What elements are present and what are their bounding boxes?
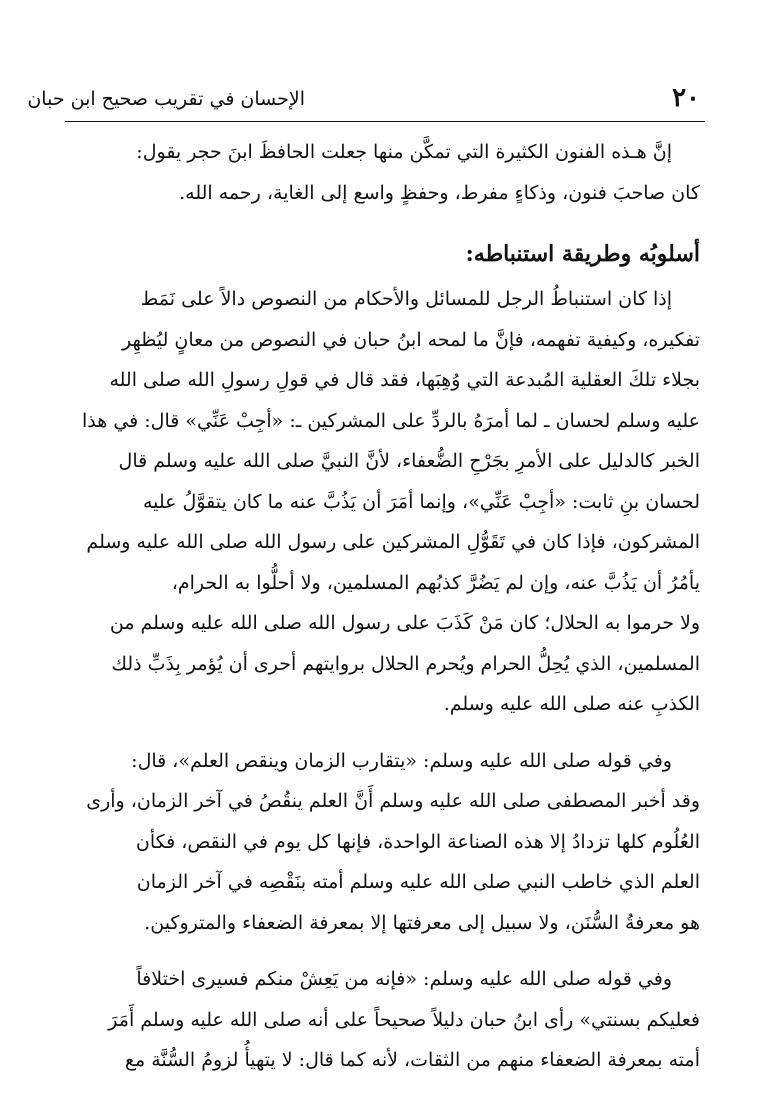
text-line: العلم الذي خاطب النبي صلى الله عليه وسلم أمته بنَقْصِه في آخر الزمان — [136, 871, 700, 893]
text-line: هو معرفةُ السُّنَن، ولا سبيل إلى معرفتها إلا بمعرفة الضعفاء والمتروكين. — [144, 911, 700, 934]
section-paragraph — [65, 741, 700, 944]
spacer — [65, 943, 700, 959]
section-paragraph — [65, 959, 700, 1081]
text-line: الخبر كالدليل على الأمرِ بجَرْحِ الضُّعفاء، لأنَّ النبيَّ صلى الله عليه وسلم قال — [118, 450, 700, 472]
header-divider — [65, 121, 705, 122]
text-line: إنَّ هـذه الفنون الكثيرة التي تمكَّن منها جعلت الحافظَ ابنَ حجر يقول: — [136, 141, 672, 163]
spacer — [65, 725, 700, 741]
text-line: يأمُرُ أن يَذُبَّ عنه، وإن لم يَضُرَّ كذبُهم المسلمين، ولا أحلُّوا به الحرام، — [171, 571, 700, 594]
text-line: المشركون، فإذا كان في تَقَوُّلِ المشركين على رسول الله صلى الله عليه وسلم — [86, 531, 700, 553]
intro-paragraph — [65, 132, 700, 213]
text-line: الكذبِ عنه صلى الله عليه وسلم. — [443, 693, 700, 715]
page-number: ٢٠ — [672, 83, 700, 113]
text-line: إذا كان استنباطُ الرجل للمسائل والأحكام من النصوص دالاً على نَمَط — [140, 288, 672, 310]
text-line: وفي قوله صلى الله عليه وسلم: «يتقارب الزمان وينقص العلم»، قال: — [131, 749, 672, 772]
spacer — [65, 213, 700, 233]
running-title: الإحسان في تقريب صحيح ابن حبان — [27, 88, 305, 110]
text-line: أمته بمعرفة الضعفاء منهم من الثقات، لأنه كما قال: لا يتهيأُ لزومُ السُّنَّة مع — [124, 1049, 700, 1071]
text-line: تفكيره، وكيفية تفهمه، فإنَّ ما لمحه ابنُ حبان في النصوص من معانٍ ليُظهِر — [122, 328, 700, 351]
section-heading: أسلوبُه وطريقة استنباطه: — [465, 241, 700, 267]
text-line: ولا حرموا به الحلال؛ كان مَنْ كَذَبَ على رسول الله صلى الله عليه وسلم من — [109, 612, 700, 634]
text-line: فعليكم بسنتي» رأى ابنُ حبان دليلاً صحيحاً على أنه صلى الله عليه وسلم أَمَرَ — [108, 1008, 700, 1031]
text-line: عليه وسلم لحسان ـ لما أمرَهُ بالردِّ على المشركين ـ: «أجِبْ عَنِّي» قال: في هذا — [82, 409, 700, 432]
text-line: المسلمين، الذي يُحِلُّ الحرام ويُحرم الحلال بروايتهم أحرى أن يُؤمر بِذَبِّ ذلك — [111, 652, 700, 675]
body-text — [65, 132, 700, 1081]
page-header — [27, 82, 700, 118]
text-line: لحسان بنِ ثابت: «أجِبْ عَنِّي»، وإنما أمَرَ أن يَذُبَّ عنه ما كان يتقوَّلُ عليه — [142, 490, 700, 513]
section-paragraph — [65, 279, 700, 725]
text-line: العُلُوم كلها تزدادُ إلا هذه الصناعة الواحدة، فإنها كل يوم في النقص، فكأن — [135, 830, 700, 853]
text-line: وقد أخبر المصطفى صلى الله عليه وسلم أَنَّ العلم ينقُصُ في آخر الزمان، وأرى — [86, 790, 700, 812]
text-line: بجلاء تلكَ العقلية المُبدعة التي وُهِبَها، فقد قال في قولِ رسولِ الله صلى الله — [109, 369, 700, 391]
text-line: وفي قوله صلى الله عليه وسلم: «فإنه من يَعِشْ منكم فسيرى اختلافاً — [136, 968, 672, 990]
text-line: كان صاحبَ فنون، وذكاءٍ مفرط، وحفظٍ واسع إلى الغاية، رحمه الله. — [179, 181, 700, 204]
